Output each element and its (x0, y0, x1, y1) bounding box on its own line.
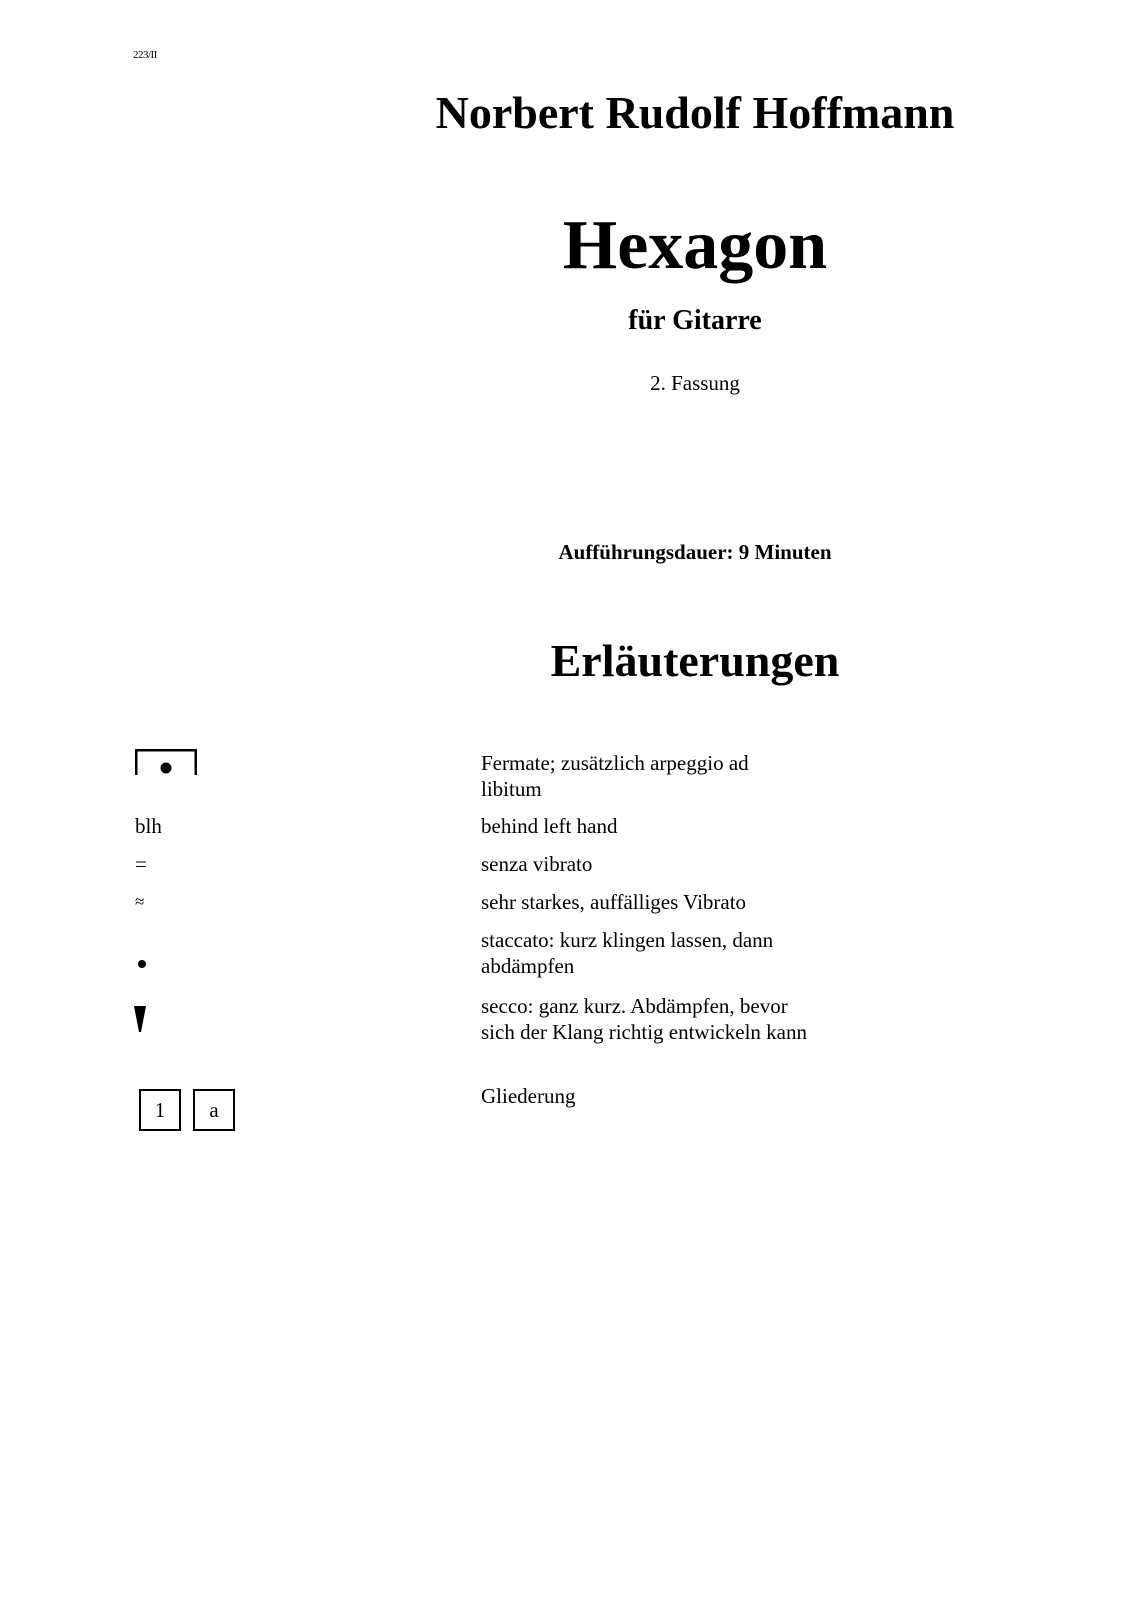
legend-desc-senza-vibrato: senza vibrato (481, 852, 593, 876)
legend-symbol-blh: blh (135, 814, 162, 838)
section-number-box: 1 (139, 1089, 181, 1131)
legend-desc-gliederung: Gliederung (481, 1084, 576, 1108)
fermata-icon (135, 749, 197, 775)
work-title: Hexagon (562, 207, 828, 284)
duration-line: Aufführungsdauer: 9 Minuten (558, 540, 832, 564)
legend-title: Erläuterungen (550, 635, 840, 686)
composer-name: Norbert Rudolf Hoffmann (435, 87, 955, 138)
legend-desc-fermata: Fermate; zusätzlich arpeggio ad libitum (481, 751, 749, 801)
legend-symbol-senza-vibrato: = (135, 852, 147, 876)
staccato-dot-icon (138, 960, 146, 968)
legend-desc-blh: behind left hand (481, 814, 618, 838)
legend-desc-secco: secco: ganz kurz. Abdämpfen, bevor sich der Klang richtig entwickeln kann (481, 994, 807, 1044)
document-id: 223/II (133, 49, 157, 61)
legend-desc-strong-vibrato: sehr starkes, auffälliges Vibrato (481, 890, 747, 914)
legend-symbol-strong-vibrato: ≈ (135, 892, 145, 911)
instrument-line: für Gitarre (628, 305, 762, 336)
section-letter-box: a (193, 1089, 235, 1131)
legend-desc-staccato: staccato: kurz klingen lassen, dann abdämpfen (481, 928, 774, 978)
secco-wedge-icon (134, 1006, 146, 1032)
version-line: 2. Fassung (650, 371, 740, 395)
